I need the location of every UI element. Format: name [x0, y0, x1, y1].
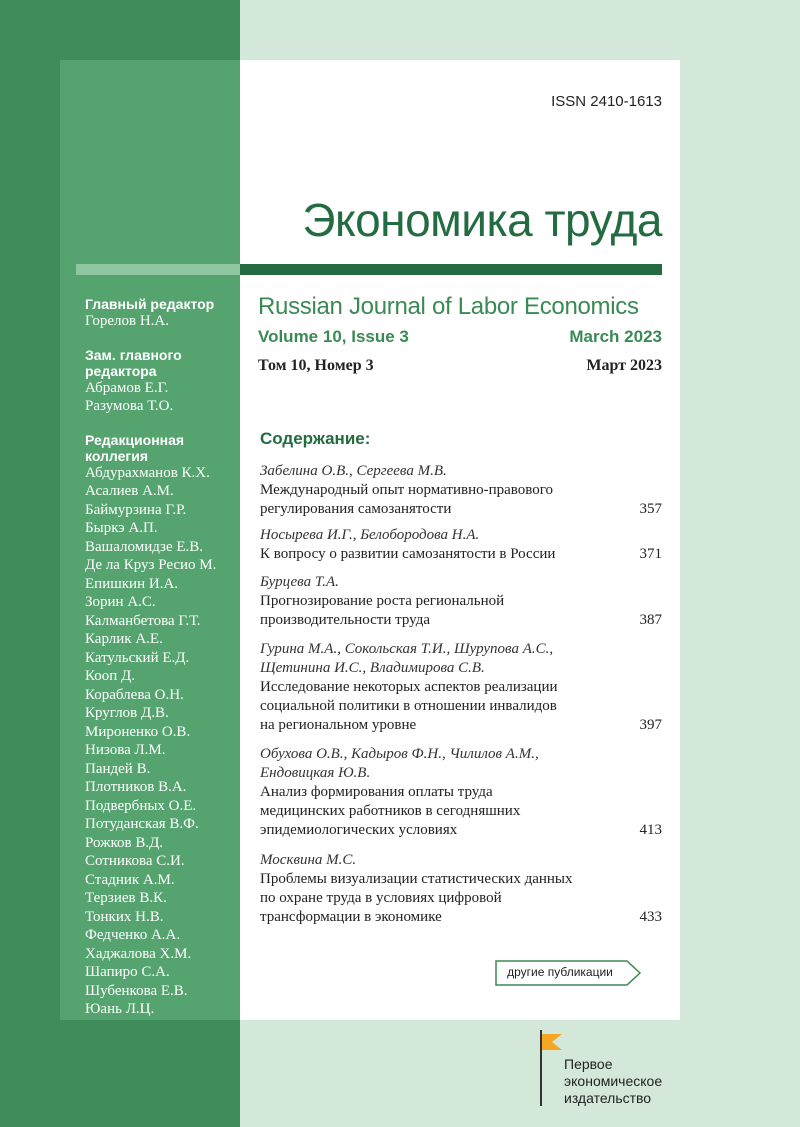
toc-authors: Забелина О.В., Сергеева М.В. — [260, 463, 447, 479]
board-member-name: Епишкин И.А. — [85, 575, 179, 592]
board-member-name: Карлик А.Е. — [85, 631, 163, 647]
toc-page-number: 433 — [639, 909, 662, 925]
publisher-name — [564, 1056, 662, 1107]
toc-article-title: Анализ формирования оплаты труда — [260, 784, 493, 800]
toc-authors: Обухова О.В., Кадыров Ф.Н., Чилилов А.М., — [260, 746, 539, 762]
board-member-name: Катульский Е.Д. — [85, 649, 190, 666]
date-en: March 2023 — [569, 327, 662, 346]
toc-entry[interactable] — [260, 745, 662, 840]
board-member-name: Кораблева О.Н. — [85, 686, 184, 703]
toc-article-title: социальной политики в отношении инвалидов — [260, 698, 557, 714]
publisher-line: издательство — [564, 1090, 652, 1106]
board-member-name: Калманбетова Г.Т. — [85, 612, 201, 629]
board-member-name: Шапиро С.А. — [85, 964, 170, 980]
board-member-name: Хаджалова Х.М. — [85, 945, 192, 962]
toc-article-title: трансформации в экономике — [260, 909, 442, 925]
board-member-name: Плотников В.А. — [85, 779, 187, 795]
toc-article-title: Исследование некоторых аспектов реализации — [260, 679, 558, 695]
chief-editor-name: Горелов Н.А. — [85, 313, 169, 329]
toc-entry[interactable] — [260, 526, 662, 564]
toc-article-title: производительности труда — [260, 612, 431, 628]
toc-page-number: 387 — [639, 612, 662, 628]
date-ru: Март 2023 — [586, 357, 662, 374]
contents-heading: Содержание: — [260, 429, 371, 448]
editorial-board — [85, 296, 235, 1019]
toc-authors: Москвина М.С. — [260, 852, 357, 868]
board-member-name: Шубенкова Е.В. — [85, 982, 188, 999]
board-member-name: Де ла Круз Ресио М. — [85, 557, 217, 573]
board-member-name: Тонких Н.В. — [85, 908, 164, 925]
journal-title-ru: Экономика труда — [302, 194, 662, 246]
toc-article-title: медицинских работников в сегодняшних — [260, 803, 521, 819]
more-publications-label: другие публикации — [507, 965, 613, 979]
flag-icon — [538, 1030, 564, 1106]
board-member-name: Круглов Д.В. — [85, 705, 169, 721]
toc-page-number: 357 — [639, 501, 662, 517]
chief-editor-label: Главный редактор — [85, 296, 215, 312]
board-member-name: Асалиев А.М. — [85, 483, 174, 499]
toc-entry[interactable] — [260, 462, 662, 519]
board-member-name: Пандей В. — [85, 760, 151, 777]
board-member-name: Зорин А.С. — [85, 594, 156, 610]
publisher-line: Первое — [564, 1056, 613, 1072]
deputy-editor-name: Абрамов Е.Г. — [85, 379, 169, 396]
board-member-name: Мироненко О.В. — [85, 723, 191, 740]
toc-page-number: 397 — [639, 717, 662, 733]
toc-entry[interactable] — [260, 851, 662, 927]
toc-article-title: по охране труда в условиях цифровой — [260, 890, 502, 906]
board-member-name: Рожков В.Д. — [85, 834, 164, 851]
toc-authors: Носырева И.Г., Белобородова Н.А. — [260, 527, 480, 543]
volume-en: Volume 10, Issue 3 — [258, 327, 409, 346]
volume-ru: Том 10, Номер 3 — [258, 357, 374, 374]
board-member-name: Сотникова С.И. — [85, 853, 185, 869]
deputy-editor-label: Зам. главного редактора — [85, 346, 182, 379]
board-member-name: Низова Л.М. — [85, 742, 166, 758]
toc-article-title: Прогнозирование роста региональной — [260, 593, 505, 609]
board-member-name: Потуданская В.Ф. — [85, 816, 199, 832]
board-member-name: Стадник А.М. — [85, 871, 175, 888]
board-member-name: Терзиев В.К. — [85, 890, 167, 906]
issn-label: ISSN 2410-1613 — [551, 93, 662, 110]
toc-article-title: регулирования самозанятости — [260, 501, 452, 517]
deputy-editor-name: Разумова Т.О. — [85, 398, 174, 414]
divider-bar-dark — [240, 264, 662, 275]
editorial-board-label: Редакционная коллегия — [85, 431, 185, 464]
toc-page-number: 413 — [639, 822, 662, 838]
board-member-name: Баймурзина Г.Р. — [85, 501, 187, 518]
board-member-name: Кооп Д. — [85, 668, 136, 684]
board-member-name: Подвербных О.Е. — [85, 797, 197, 814]
publisher-line: экономическое — [564, 1073, 663, 1089]
board-member-name: Абдурахманов К.Х. — [85, 464, 210, 481]
toc-authors: Щетинина И.С., Владимирова С.В. — [260, 660, 485, 676]
toc-article-title: на региональном уровне — [260, 717, 417, 733]
board-members-list — [85, 464, 235, 1019]
toc-page-number: 371 — [639, 546, 662, 562]
toc-article-title: Международный опыт нормативно-правового — [260, 482, 554, 498]
board-member-name: Быркэ А.П. — [85, 520, 158, 536]
board-member-name: Федченко А.А. — [85, 927, 181, 943]
toc-entry[interactable] — [260, 640, 662, 735]
toc-article-title: К вопросу о развитии самозанятости в России — [260, 546, 556, 562]
toc-article-title: эпидемиологических условиях — [260, 822, 458, 838]
board-member-name: Юань Л.Ц. — [85, 1001, 155, 1017]
toc-authors: Ендовицкая Ю.В. — [260, 765, 371, 781]
toc-authors: Бурцева Т.А. — [260, 574, 339, 590]
toc-article-title: Проблемы визуализации статистических данных — [260, 871, 573, 887]
board-member-name: Вашаломидзе Е.В. — [85, 538, 204, 555]
divider-bar-light — [76, 264, 240, 275]
toc-authors: Гурина М.А., Сокольская Т.И., Шурупова А.С., — [260, 641, 554, 657]
journal-title-en: Russian Journal of Labor Economics — [258, 293, 639, 320]
toc-entry[interactable] — [260, 573, 662, 630]
more-publications-button[interactable] — [495, 960, 643, 986]
